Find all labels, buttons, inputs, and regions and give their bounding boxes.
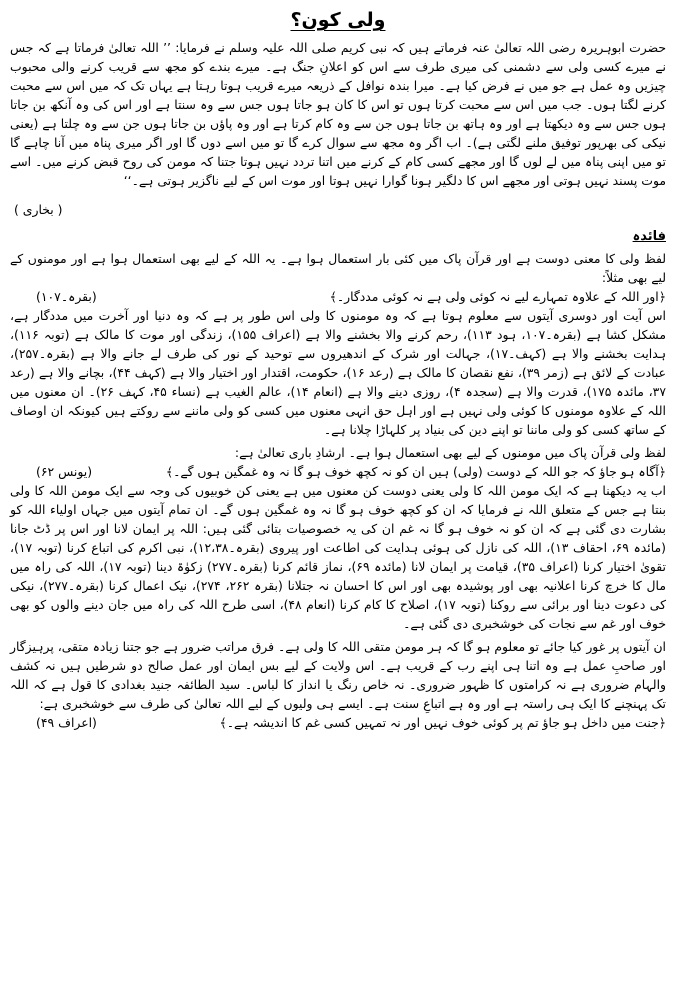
verse-1-text: ﴿اور اللہ کے علاوہ تمہارے لیے نہ کوئی ولی ہے نہ کوئی مددگار۔﴾	[329, 289, 666, 304]
paragraph-5: ان آیتوں پر غور کیا جائے تو معلوم ہو گا کہ ہر مومن متقی اللہ کا ولی ہے۔ فرق مراتب ضرور ہے جو جتنا زیادہ متقی، پرہیزگار اور صاحبِ عمل ہے وہ اتنا ہی اپنے رب کے قریب ہے۔ اس ولایت کے لیے بس ایمان اور عمل صالح دو شرطیں ہیں نہ کشف والہام ضروری ہے نہ کرامتوں کا ظہور ضروری۔ نہ خاص رنگ یا انداز کا لباس۔ سید الطائفہ جنید بغدادی کا قول ہے کہ اللہ تک پہنچنے کا ایک ہی راستہ ہے اور وہ ہے اتباعِ سنت ہے۔ ایسے ہی ولیوں کے لیے اللہ تعالیٰ کی طرف سے خوشخبری ہے:	[10, 639, 666, 711]
page-title: ولی کون؟	[290, 9, 386, 31]
verse-3	[10, 713, 666, 732]
verse-2-text: ﴿آگاہ ہو جاؤ کہ جو اللہ کے دوست (ولی) ہیں ان کو نہ کچھ خوف ہو گا نہ وہ غمگین ہوں گے۔﴾	[165, 464, 666, 479]
paragraph-1: لفظ ولی کا معنی دوست ہے اور قرآن پاک میں کئی بار استعمال ہوا ہے۔ یہ اللہ کے لیے بھی استعمال ہوا ہے اور مومنوں کے لیے بھی مثلاً:	[10, 251, 666, 285]
verse-1	[10, 287, 666, 306]
paragraph-2: اس آیت اور دوسری آیتوں سے معلوم ہوتا ہے کہ وہ مومنوں کا ولی اس طور پر ہے کہ وہ دنیا اور آخرت میں مددگار ہے، مشکل کشا ہے (بقرہ۔۱۰۷، ہود ۱۱۳)، رحم کرنے والا بخشنے والا ہے (اعراف ۱۵۵)، زندگی اور موت کا مالک ہے (توبہ ۱۱۶)، ہدایت بخشنے والا ہے (کہف۔۱۷)، جہالت اور شرک کے اندھیروں سے توحید کے نور کی طرف لے جانے والا ہے (بقرہ۔۲۵۷)، عبادت کے لائق ہے (زمر ۳۹)، نفع نقصان کا مالک ہے (رعد ۱۶)، حکومت، اقتدار اور اختیار والا ہے (کہف ۴۴)، بچانے والا ہے (رعد ۳۷، مائدہ ۱۷۵)، قدرت والا ہے (سجدہ ۴)، روزی دینے والا ہے (انعام ۱۴)، عالم الغیب ہے (نساء ۴۵، کہف ۲۶)۔ ان معنوں میں اللہ کے علاوہ مومنوں کا کوئی ولی نہیں ہے اور اہل حق انہی معنوں میں کسی کو ولی ماننے سے روکتے ہیں کیونکہ ان اوصاف کے ساتھ کسی کو ولی ماننا تو اپنے دین کی بنیاد پر کلہاڑا چلانا ہے۔	[10, 308, 666, 437]
verse-3-text: ﴿جنت میں داخل ہو جاؤ تم پر کوئی خوف نہیں اور نہ تمہیں کسی غم کا اندیشہ ہے۔﴾	[219, 715, 666, 730]
hadith-reference: ( بخاری )	[14, 202, 63, 217]
paragraph-4: اب یہ دیکھنا ہے کہ ایک مومن اللہ کا ولی یعنی دوست کن معنوں میں ہے یعنی کن خوبیوں کی وجہ سے ایک مومن اللہ کا ولی بنتا ہے جس کے متعلق اللہ نے فرمایا کہ ان کو کچھ خوف ہو گا نہ وہ غمگین ہوں گے۔ ان تمام آیتوں میں جہاں اولیاء اللہ کو بشارت دی گئی ہے کہ ان کو نہ خوف ہو گا نہ غم ان کی یہ خصوصیات بتائی گئی ہیں: اللہ پر ایمان لانا اور اس پر ڈٹ جانا (مائدہ ۶۹، احقاف ۱۳)، اللہ کی نازل کی ہوئی ہدایت کی اطاعت اور پیروی (بقرہ۔۱۲،۳۸)، نبی اکرم کی اتباع کرنا (توبہ ۱۷)، تقویٰ اختیار کرنا (اعراف ۳۵)، قیامت پر ایمان لانا (مائدہ ۶۹)، نماز قائم کرنا (بقرہ۔۲۷۷) زکوٰۃ دینا (توبہ ۱۷)، اللہ کی راہ میں مال کا خرچ کرنا اعلانیہ بھی اور پوشیدہ بھی اور اس کا احسان نہ جتلانا (بقرہ ۲۶۲، ۲۷۴)، نیک اعمال کرنا (بقرہ۔۲۷۷)، نیکی کی دعوت دینا اور برائی سے روکنا (توبہ ۱۷)، اصلاح کا کام کرنا (انعام ۴۸)، اسی طرح اللہ کی راہ میں جان دینے والوں کو بھی خوف اور غم سے نجات کی خوشخبری دی گئی ہے۔	[10, 483, 667, 631]
verse-3-reference: (اعراف ۴۹)	[36, 715, 97, 730]
verse-2-reference: (یونس ۶۲)	[36, 464, 93, 479]
verse-1-reference: (بقرہ۔۱۰۷)	[36, 289, 97, 304]
hadith-text: حضرت ابوہریرہ رضی اللہ تعالیٰ عنہ فرماتے ہیں کہ نبی کریم صلی اللہ علیہ وسلم نے فرمایا: ’’ اللہ تعالیٰ فرماتا ہے کہ جس نے میرے کسی ولی سے دشمنی کی میری طرف سے اس کو اعلانِ جنگ ہے۔ میرے بندے کو مجھ سے قریب کرنے والی محبوب چیزیں وہ عمل ہے جو میں نے فرض کیا ہے۔ میرا بندہ نوافل کے ذریعہ میرے قریب ہوتا رہتا ہے یہاں تک کہ میں اس سے محبت کرنے لگتا ہوں۔ جب میں اس سے محبت کرتا ہوں تو اس کا کان ہو جاتا ہوں جس سے وہ سنتا ہے اور اس کی وہ آنکھ بن جاتا ہوں جس سے وہ دیکھتا ہے اور وہ ہاتھ بن جاتا ہوں جن سے وہ کام کرتا ہے اور وہ پاؤں بن جاتا ہوں جن سے وہ چلتا ہے (یعنی نیکی کی بھرپور توفیق ملنے لگتی ہے)۔ اب اگر وہ مجھ سے سوال کرے گا تو میں اسے دوں گا اور اگر میری پناہ میں آنا چاہے گا تو میں اپنی پناہ میں لے لوں گا اور مجھے کسی کام کے کرنے میں اتنا تردد نہیں ہوتا جتنا کہ مومن کی روح قبض کرنے میں۔ اسے موت پسند نہیں ہوتی اور مجھے اس کا دلگیر ہونا گوارا نہیں ہوتا اور موت اس کے لیے ناگزیر ہوتی ہے۔‘‘	[10, 40, 666, 188]
faida-heading: فائدہ	[632, 229, 666, 244]
paragraph-3: لفظ ولی قرآن پاک میں مومنوں کے لیے بھی استعمال ہوا ہے۔ ارشادِ باری تعالیٰ ہے:	[234, 445, 666, 460]
verse-2	[10, 462, 666, 481]
